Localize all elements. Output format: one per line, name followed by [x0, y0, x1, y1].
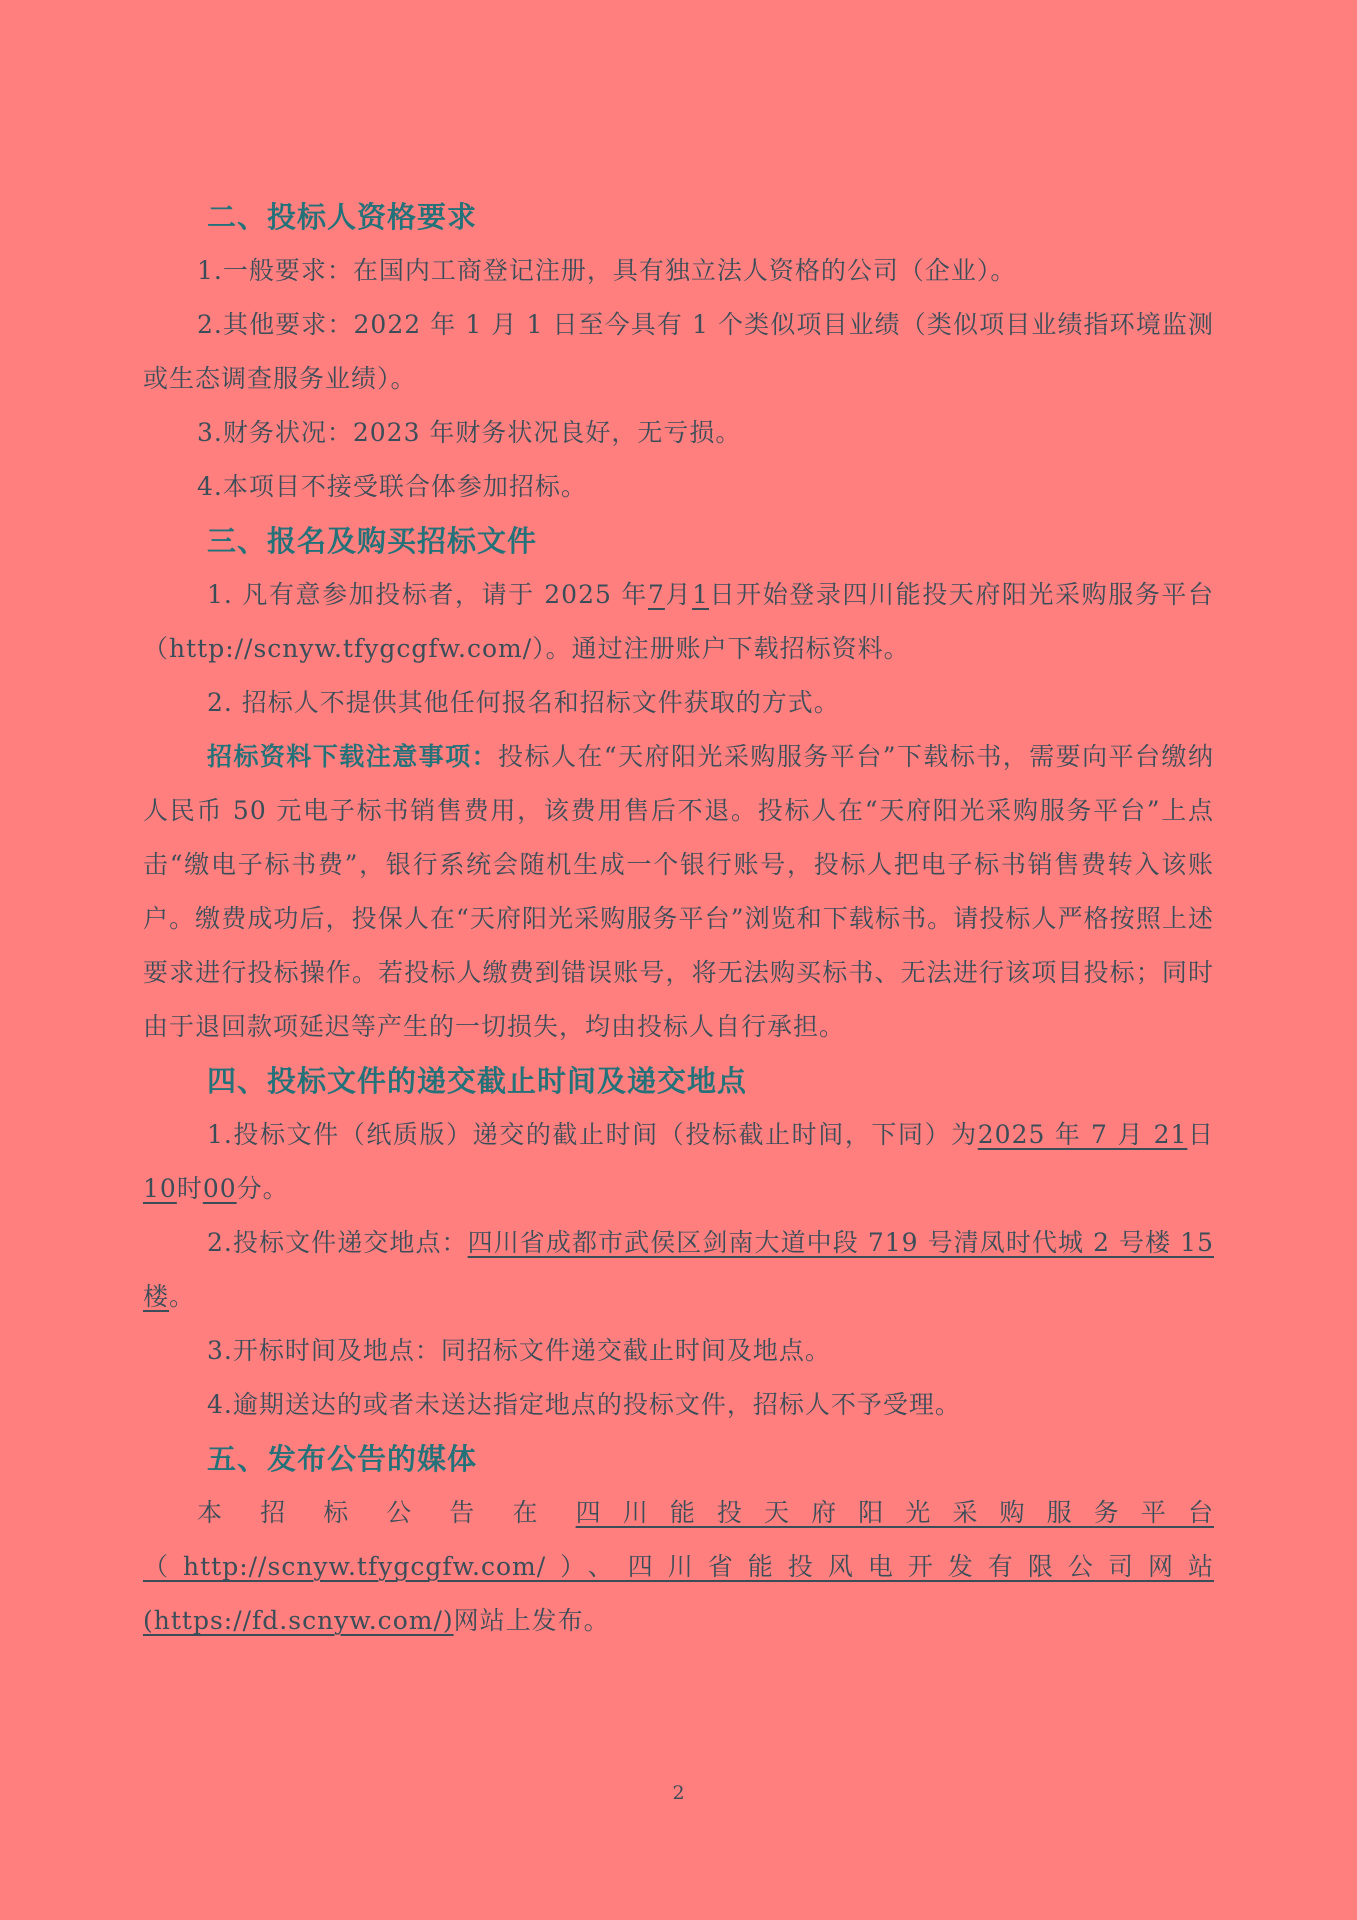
- registration-month: 7: [648, 580, 665, 609]
- submission-minute-char: 分。: [236, 1174, 289, 1203]
- section-heading-media: 五、发布公告的媒体: [207, 1442, 478, 1476]
- submission-item-1: [143, 1108, 1214, 1216]
- qualification-item-4: 4.本项目不接受联合体参加招标。: [197, 472, 587, 501]
- submission-item-2-suffix: 。: [169, 1282, 196, 1311]
- submission-address: 四川省成都市武侯区剑南大道中段 719 号清凤时代城 2 号楼 15 楼: [143, 1228, 1214, 1311]
- qualification-item-2: 2.其他要求：2022 年 1 月 1 日至今具有 1 个类似项目业绩（类似项目业绩指环境监测或生态调查服务业绩）。: [143, 310, 1214, 393]
- registration-month-char: 月: [664, 580, 693, 609]
- download-notice-text: 投标人在“天府阳光采购服务平台”下载标书，需要向平台缴纳人民币 50 元电子标书销售费用，该费用售后不退。投标人在“天府阳光采购服务平台”上点击“缴电子标书费”，银行系统会随机生成一个银行账号，投标人把电子标书销售费转入该账户。缴费成功后，投保人在“天府阳光采购服务平台”浏览和下载标书。请投标人严格按照上述要求进行投标操作。若投标人缴费到错误账号，将无法购买标书、无法进行该项目投标；同时由于退回款项延迟等产生的一切损失，均由投标人自行承担。: [143, 742, 1214, 1041]
- submission-item-2: [143, 1216, 1214, 1324]
- registration-day: 1: [692, 580, 709, 609]
- submission-item-3: 3.开标时间及地点：同招标文件递交截止时间及地点。: [207, 1336, 831, 1365]
- section-heading-qualifications: 二、投标人资格要求: [207, 200, 478, 234]
- submission-deadline-minute: 00: [202, 1174, 237, 1203]
- registration-item-2: 2. 招标人不提供其他任何报名和招标文件获取的方式。: [207, 688, 840, 717]
- qualification-item-3: 3.财务状况：2023 年财务状况良好，无亏损。: [197, 418, 742, 447]
- registration-item-1-prefix: 1. 凡有意参加投标者，请于 2025 年: [207, 580, 648, 609]
- submission-item-1-prefix: 1.投标文件（纸质版）递交的截止时间（投标截止时间，下同）为: [207, 1120, 978, 1149]
- section-heading-submission: 四、投标文件的递交截止时间及递交地点: [207, 1064, 748, 1098]
- submission-deadline-hour: 10: [143, 1174, 177, 1203]
- submission-hour-char: 时: [176, 1174, 203, 1203]
- qualification-item-1: 1.一般要求：在国内工商登记注册，具有独立法人资格的公司（企业）。: [197, 256, 1017, 285]
- registration-item-1-suffix: 日开始登录四川能投天府阳光采购服务平台（http://scnyw.tfygcgfw.com/）。通过注册账户下载招标资料。: [143, 580, 1214, 663]
- page-number: 2: [672, 1782, 685, 1804]
- media-prefix: 本招标公告在: [197, 1498, 576, 1527]
- section-heading-registration: 三、报名及购买招标文件: [207, 524, 538, 558]
- media-paragraph: [143, 1486, 1214, 1648]
- submission-day-char: 日: [1187, 1120, 1214, 1149]
- download-notice-label: 招标资料下载注意事项：: [207, 742, 499, 771]
- media-suffix: 网站上发布。: [453, 1606, 610, 1635]
- download-notice: [143, 730, 1214, 1054]
- media-links: 四川能投天府阳光采购服务平台（http://scnyw.tfygcgfw.com/）、四川省能投风电开发有限公司网站(https://fd.scnyw.com/): [143, 1498, 1214, 1635]
- submission-item-4: 4.逾期送达的或者未送达指定地点的投标文件，招标人不予受理。: [207, 1390, 961, 1419]
- submission-item-2-prefix: 2.投标文件递交地点：: [207, 1228, 468, 1257]
- submission-deadline-date: 2025 年 7 月 21: [977, 1120, 1188, 1149]
- registration-item-1: [143, 568, 1214, 676]
